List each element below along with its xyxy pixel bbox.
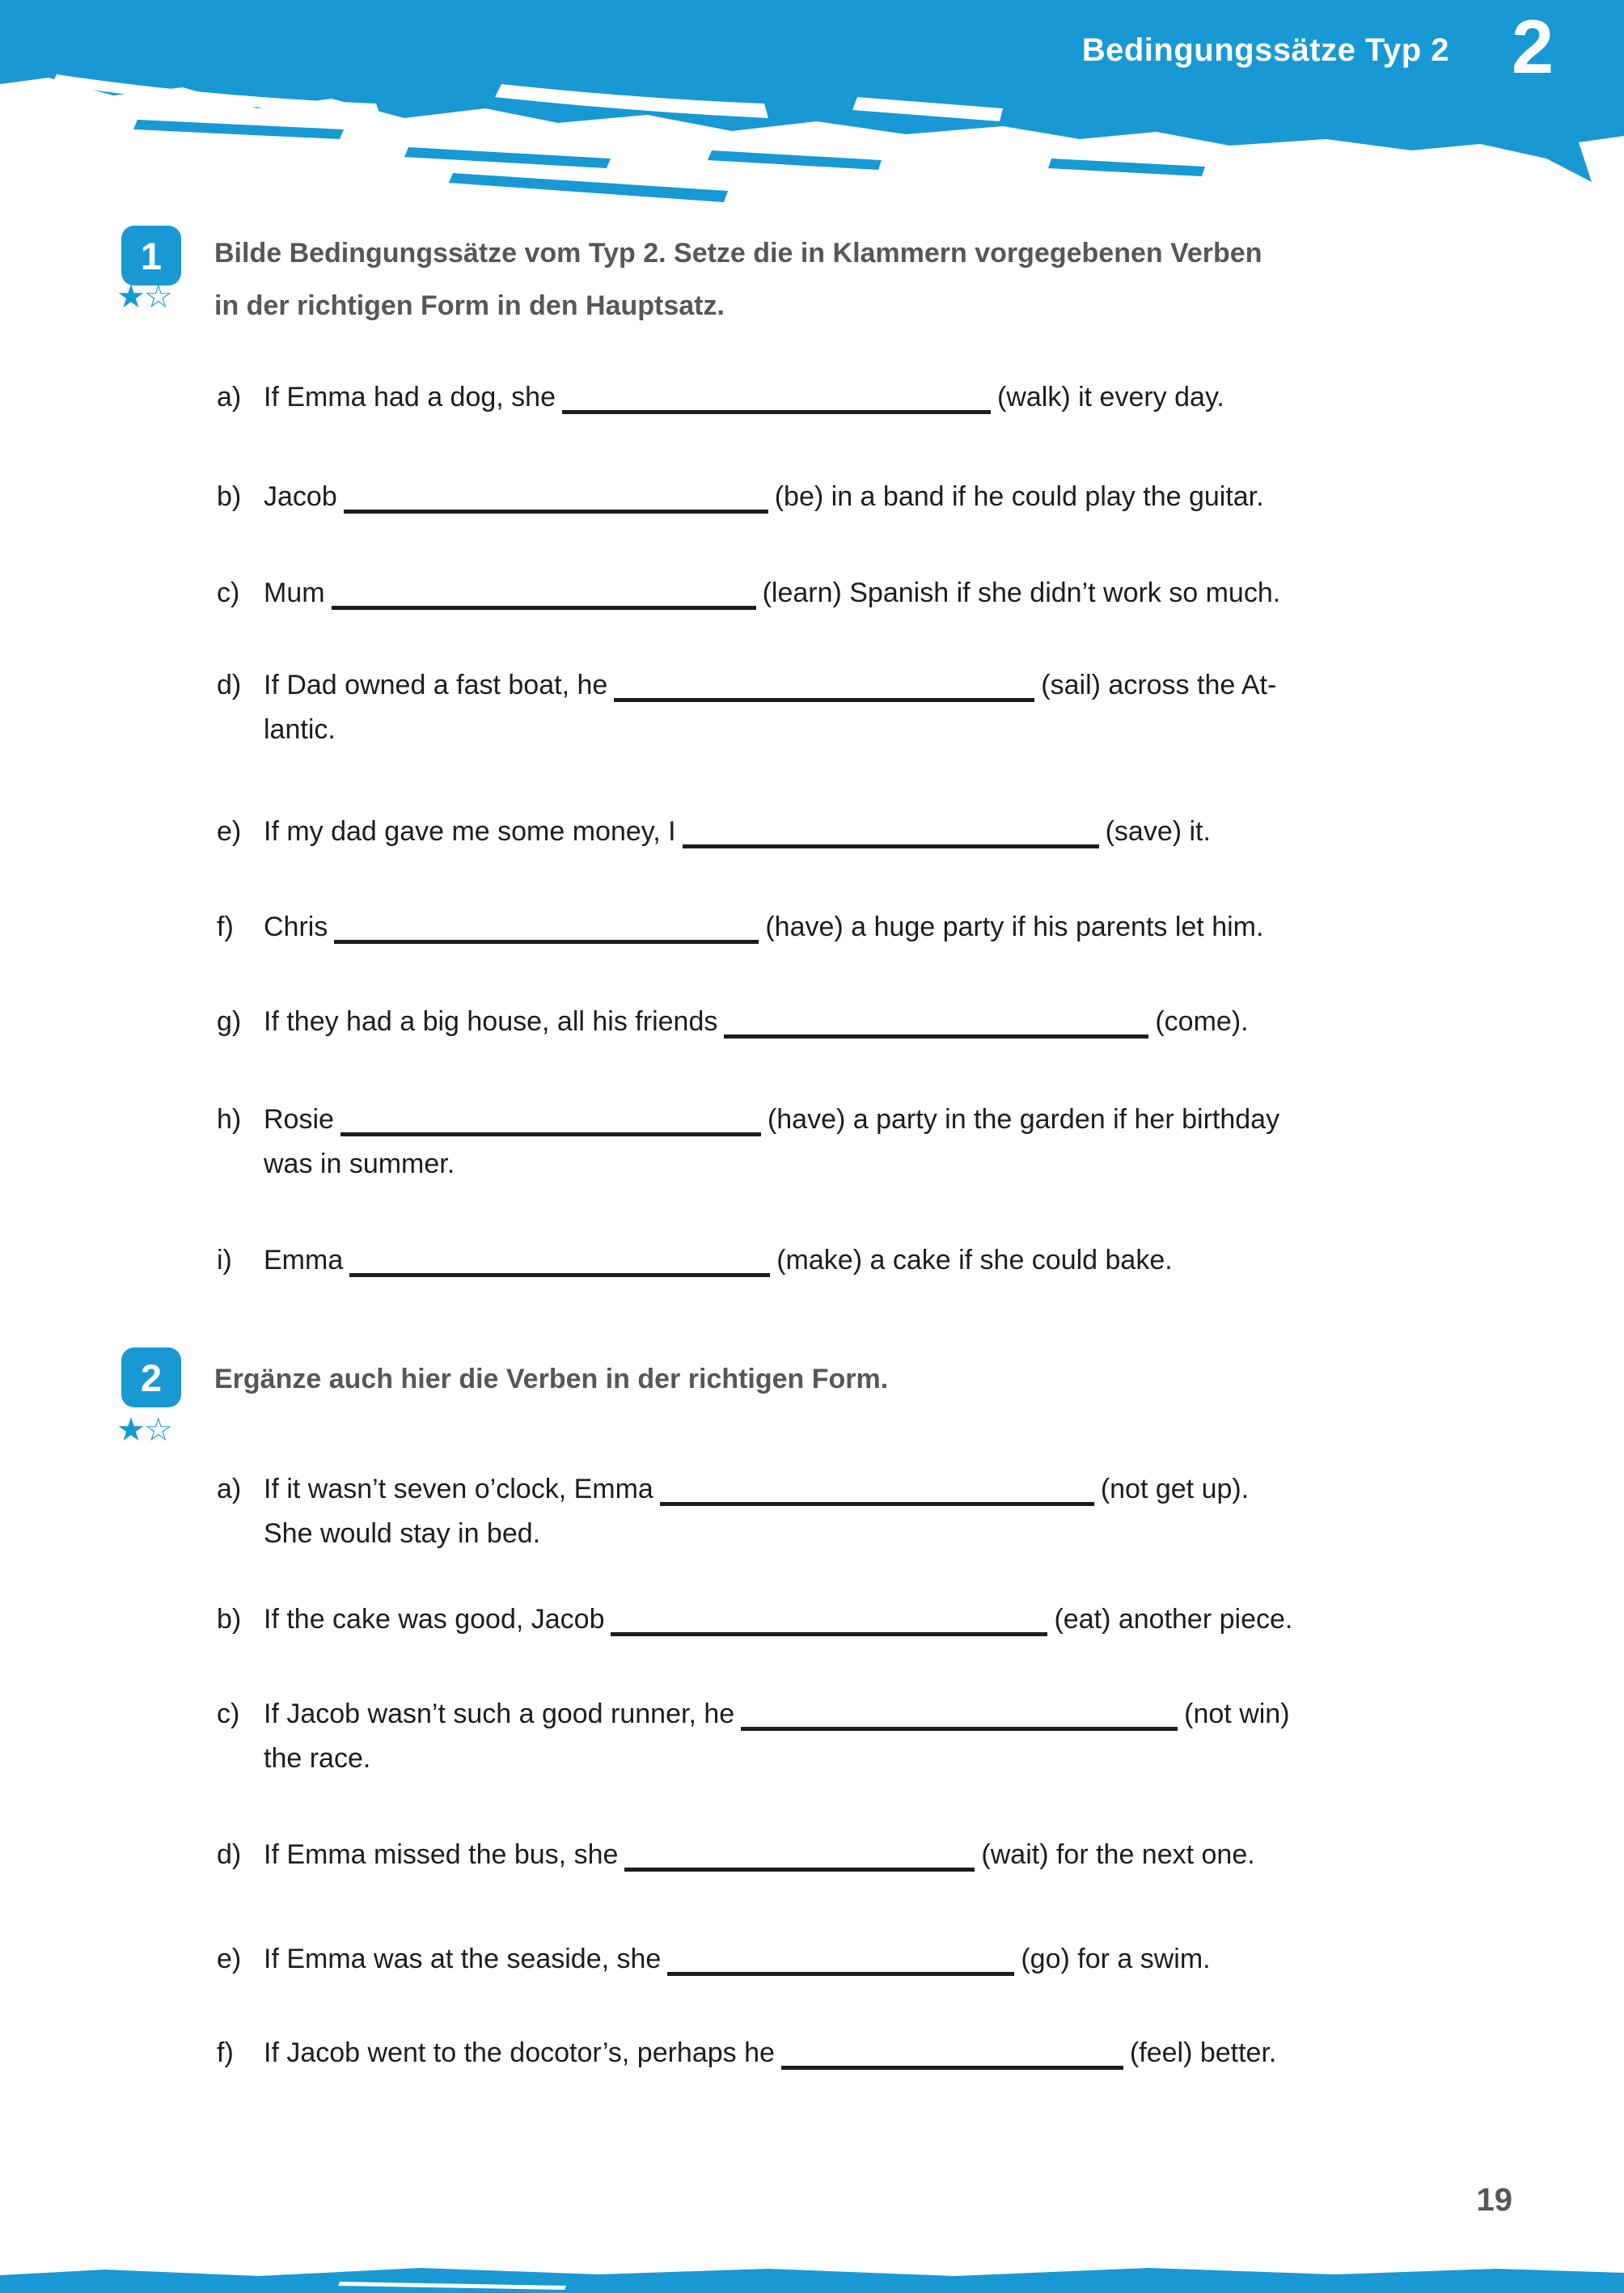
item-text: Mum [264,577,325,608]
page-header-title: Bedingungssätze Typ 2 [1081,32,1449,68]
exercise-item [217,666,1277,745]
star-filled-icon: ★ [116,1412,144,1448]
answer-blank[interactable] [340,1108,761,1136]
item-text: (learn) Spanish if she didn’t work so much. [762,577,1281,608]
answer-blank[interactable] [660,1478,1094,1506]
star-outline-icon: ☆ [143,1412,171,1448]
exercise-item [217,1470,1250,1549]
item-letter-label: g) [217,1006,242,1037]
item-letter-label: d) [217,1839,242,1870]
instruction-line: in der richtigen Form in den Hauptsatz. [214,290,725,321]
exercise-item [217,812,1211,848]
exercise-item [217,1694,1290,1774]
item-text: (wait) for the next one. [981,1839,1255,1870]
item-letter-label: d) [217,670,242,700]
item-text: (be) in a band if he could play the guitar. [774,481,1264,512]
exercise-item [217,378,1224,413]
star-outline-icon: ☆ [143,279,171,315]
answer-blank[interactable] [344,485,768,514]
header-brush-band [0,0,1624,202]
item-text-continuation: was in summer. [264,1149,455,1179]
exercise-instruction [214,227,1476,332]
item-text: If it wasn’t seven o’clock, Emma [264,1474,653,1504]
item-text: (come). [1155,1006,1249,1037]
item-text: (not get up). [1100,1474,1250,1504]
difficulty-stars [116,277,171,316]
item-text: (sail) across the At- [1041,670,1277,700]
item-text-continuation: She would stay in bed. [264,1518,541,1549]
item-letter-label: i) [217,1245,232,1276]
item-text: (not win) [1184,1699,1290,1729]
item-text: (make) a cake if she could bake. [776,1245,1173,1276]
exercise-number-badge: 2 [121,1347,181,1407]
exercise-item [217,1241,1173,1276]
item-letter-label: a) [217,382,242,412]
exercise-item [217,1940,1211,1975]
item-text-continuation: the race. [264,1743,371,1774]
exercise-item [217,2033,1276,2069]
exercise-item [217,907,1263,943]
instruction-line: Bilde Bedingungssätze vom Typ 2. Setze die in Klammern vorgegebenen Verben [214,238,1262,269]
item-text: If Jacob wasn’t such a good runner, he [264,1699,735,1729]
item-letter-label: f) [217,2037,234,2068]
exercise-item [217,1100,1280,1179]
item-text: If the cake was good, Jacob [264,1604,605,1635]
answer-blank[interactable] [667,1948,1014,1976]
exercise-item [217,1835,1255,1871]
item-letter-label: e) [217,816,242,847]
exercise-item [217,573,1280,609]
answer-blank[interactable] [781,2041,1123,2070]
item-letter-label: a) [217,1474,242,1504]
item-text: (have) a huge party if his parents let him. [765,912,1264,942]
exercise-number-badge: 1 [121,226,181,286]
answer-blank[interactable] [741,1703,1178,1731]
item-text: (save) it. [1105,816,1211,847]
item-letter-label: e) [217,1944,242,1974]
answer-blank[interactable] [624,1843,975,1872]
star-filled-icon: ★ [116,279,144,315]
item-letter-label: b) [217,481,242,512]
item-text: (eat) another piece. [1054,1604,1293,1635]
instruction-line: Ergänze auch hier die Verben in der richtigen Form. [214,1364,889,1394]
item-text: (go) for a swim. [1021,1944,1211,1974]
item-text: (have) a party in the garden if her birthday [767,1104,1280,1135]
answer-blank[interactable] [562,386,991,414]
item-text: If Dad owned a fast boat, he [264,670,608,700]
answer-blank[interactable] [614,674,1034,702]
answer-blank[interactable] [611,1608,1047,1636]
answer-blank[interactable] [683,820,1099,848]
item-text: Rosie [264,1104,334,1135]
answer-blank[interactable] [332,582,756,610]
difficulty-stars [116,1411,171,1449]
exercise-item [217,477,1264,513]
answer-blank[interactable] [349,1249,770,1277]
exercise-item [217,1600,1292,1635]
exercise-item [217,1002,1249,1038]
footer-brush-band [0,2262,1624,2293]
item-letter-label: h) [217,1104,242,1135]
item-text: If Emma was at the seaside, she [264,1944,662,1974]
item-text: If Emma missed the bus, she [264,1839,619,1870]
exercise-instruction [214,1353,1476,1406]
item-text: Chris [264,912,328,942]
item-text: If Jacob went to the docotor’s, perhaps he [264,2037,775,2068]
item-text: Emma [264,1245,344,1276]
page-number: 19 [1476,2182,1512,2218]
item-text: If Emma had a dog, she [264,382,556,412]
chapter-number: 2 [1511,4,1554,89]
answer-blank[interactable] [334,916,759,944]
item-text-continuation: lantic. [264,714,336,745]
item-text: (feel) better. [1129,2037,1277,2068]
item-text: If my dad gave me some money, I [264,816,676,847]
item-text: Jacob [264,481,337,512]
answer-blank[interactable] [724,1010,1148,1039]
item-letter-label: c) [217,577,240,608]
item-letter-label: c) [217,1699,240,1729]
item-letter-label: b) [217,1604,242,1635]
item-text: If they had a big house, all his friends [264,1006,718,1037]
item-text: (walk) it every day. [996,382,1224,412]
item-letter-label: f) [217,912,234,942]
